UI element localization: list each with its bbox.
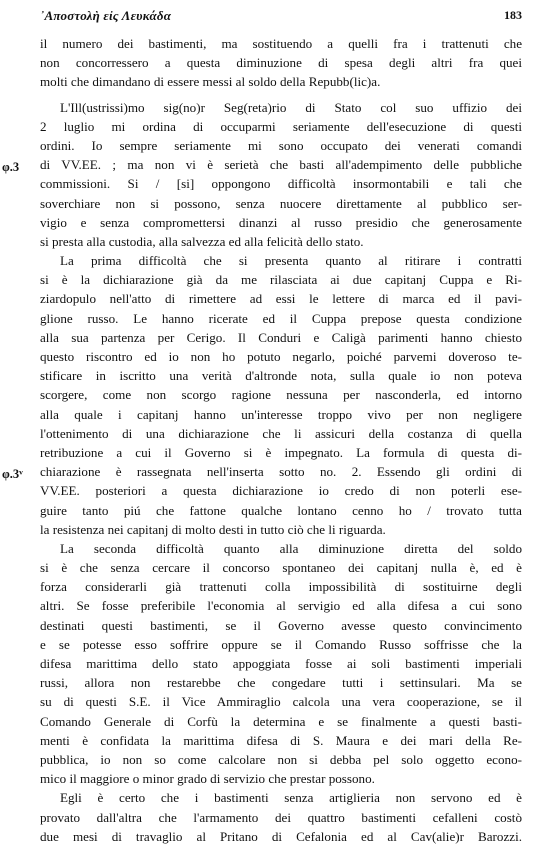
text-line: destinati questi bastimenti, se il Governo avesse questo convincimento xyxy=(40,617,522,633)
document-body xyxy=(40,34,522,846)
text-line: difesa marittima dello stato appoggiata fosse ai soli bastimenti imperiali xyxy=(40,656,522,671)
text-line: l'ottenimento di una dichiarazione che li assicuri della costanza di quella xyxy=(40,425,522,441)
text-line: VV.EE. posteriori a questa dichiarazione io credo di non poterli ese- xyxy=(40,483,522,499)
margin-note-folio: φ.3 xyxy=(2,160,20,174)
text-line: e se potesse esso soffrire oppure se il Comando Russo soffrisse che la xyxy=(40,636,522,652)
text-line: forza considerarli già trattenuti colla impossibilità di sostituirne degli xyxy=(40,579,522,595)
page-header xyxy=(40,8,522,28)
text-line: pubblica, io non so come calcolare non si debba pel solo oggetto econo- xyxy=(40,751,522,767)
text-line: La seconda difficoltà quanto alla diminuzione diretta del soldo xyxy=(60,540,522,556)
text-line: soverchiare non si possono, senza nuocere direttamente al pubblico ser- xyxy=(40,195,522,211)
text-line: provato dall'altra che l'armamento dei quattro bastimenti cefalleni costò xyxy=(40,809,522,825)
text-line: chiarazione è rassegnata nell'inserta sotto no. 2. Essendo gli ordini di xyxy=(40,464,522,480)
paragraph xyxy=(40,34,522,92)
paragraph xyxy=(40,539,522,788)
text-line: la resistenza nei capitanj di molto desti in tutto ciò che li riguarda. xyxy=(40,521,386,537)
text-line: alla quale i capitanj hanno un'interesse troppo vivo per non negligere xyxy=(40,406,522,422)
page-number: 183 xyxy=(504,8,522,22)
text-line: il numero dei bastimenti, ma sostituendo a quelli fra i trattenuti che xyxy=(40,36,522,51)
paragraph xyxy=(40,98,522,252)
text-line: molti che dimandano di essere messi al soldo della Repubb(lic)a. xyxy=(40,74,381,90)
text-line: mico il maggiore o minor grado di servizio che prestar possono. xyxy=(40,771,375,787)
text-line: questo riscontro ed io non ho potuto negarlo, poiché parvemi doveroso te- xyxy=(40,349,522,364)
text-line: non concorressero a questa diminuzione di spesa degli altri fra quei xyxy=(40,55,522,71)
text-line: Egli è certo che i bastimenti senza artiglieria non servono ed è xyxy=(60,790,522,806)
text-line: scorgere, come non scorgo ragione nessuna per nasconderla, ed intorno xyxy=(40,387,522,403)
text-line: L'Ill(ustrissi)mo sig(no)r Seg(reta)rio di Stato col suo uffizio dei xyxy=(60,99,522,115)
text-line: ziardopulo nell'atto di rimettere ad essi le lettere di marca ed il pavi- xyxy=(40,291,522,307)
text-line: due mesi di travaglio al Pritano di Cefalonia ed al Cav(alie)r Barozzi. xyxy=(40,828,522,844)
paragraph xyxy=(40,788,522,846)
text-line: retribuzione a cui il Governo si è impegnato. La formula di questa di- xyxy=(40,444,522,460)
text-line: di VV.EE. ; ma non vi è serietà che basti all'adempimento delle pubbliche xyxy=(40,157,522,173)
text-line: 2 luglio mi ordina di occuparmi seriamente dell'esecuzione di questi xyxy=(40,118,522,134)
text-line: si è la dichiarazione già da me rilasciata ai due capitanj Cuppa e Ri- xyxy=(40,272,522,288)
text-line: glione russo. Le hanno ricerate ed il Cuppa prepose questa condizione xyxy=(40,310,522,326)
paragraph xyxy=(40,251,522,539)
text-line: altri. Se fosse preferibile l'economia al servigio ed alla difesa a cui sono xyxy=(40,598,522,614)
text-line: su di questi S.E. il Vice Ammiraglio calcola una vera cooperazione, se il xyxy=(40,694,522,710)
text-line: alla sua partenza per Cerigo. Il Conduri e Caligà parimenti hanno chiesto xyxy=(40,329,522,345)
text-line: si presta alla custodia, alla salvezza ed alla felicità dello stato. xyxy=(40,233,364,249)
text-line: russi, allora non restarebbe che congedare tutti i settinsulari. Ma se xyxy=(40,675,522,691)
text-line: La prima difficoltà che si presenta quanto al ritirare i contratti xyxy=(60,253,522,269)
text-line: menti è confidata la marittima difesa di S. Maura e dei mari della Re- xyxy=(40,732,522,748)
text-line: stificare in iscritto una verità d'altronde nota, sulla quale io non poteva xyxy=(40,368,522,384)
running-title: ᾿Αποστολὴ εἰς Λευκάδα xyxy=(40,8,172,23)
margin-note-folio: φ.3ᵛ xyxy=(2,467,23,481)
text-line: commissioni. Si / [si] oppongono difficoltà insormontabili e tali che xyxy=(40,176,522,192)
text-line: si è che senza cercare il concorso spontaneo dei capitanj nulla è, ed è xyxy=(40,560,522,576)
text-line: Comando Generale di Corfù la determina e se finalmente a questi basti- xyxy=(40,713,522,729)
text-line: guire tanto piú che fattone qualche lontano cenno ho / trovato tutta xyxy=(40,502,522,518)
text-line: ordini. Io sempre seriamente mi sono occupato dei venerati comandi xyxy=(40,137,522,153)
text-line: vigio e senza compromettersi dinanzi al russo presidio che generosamente xyxy=(40,214,522,230)
